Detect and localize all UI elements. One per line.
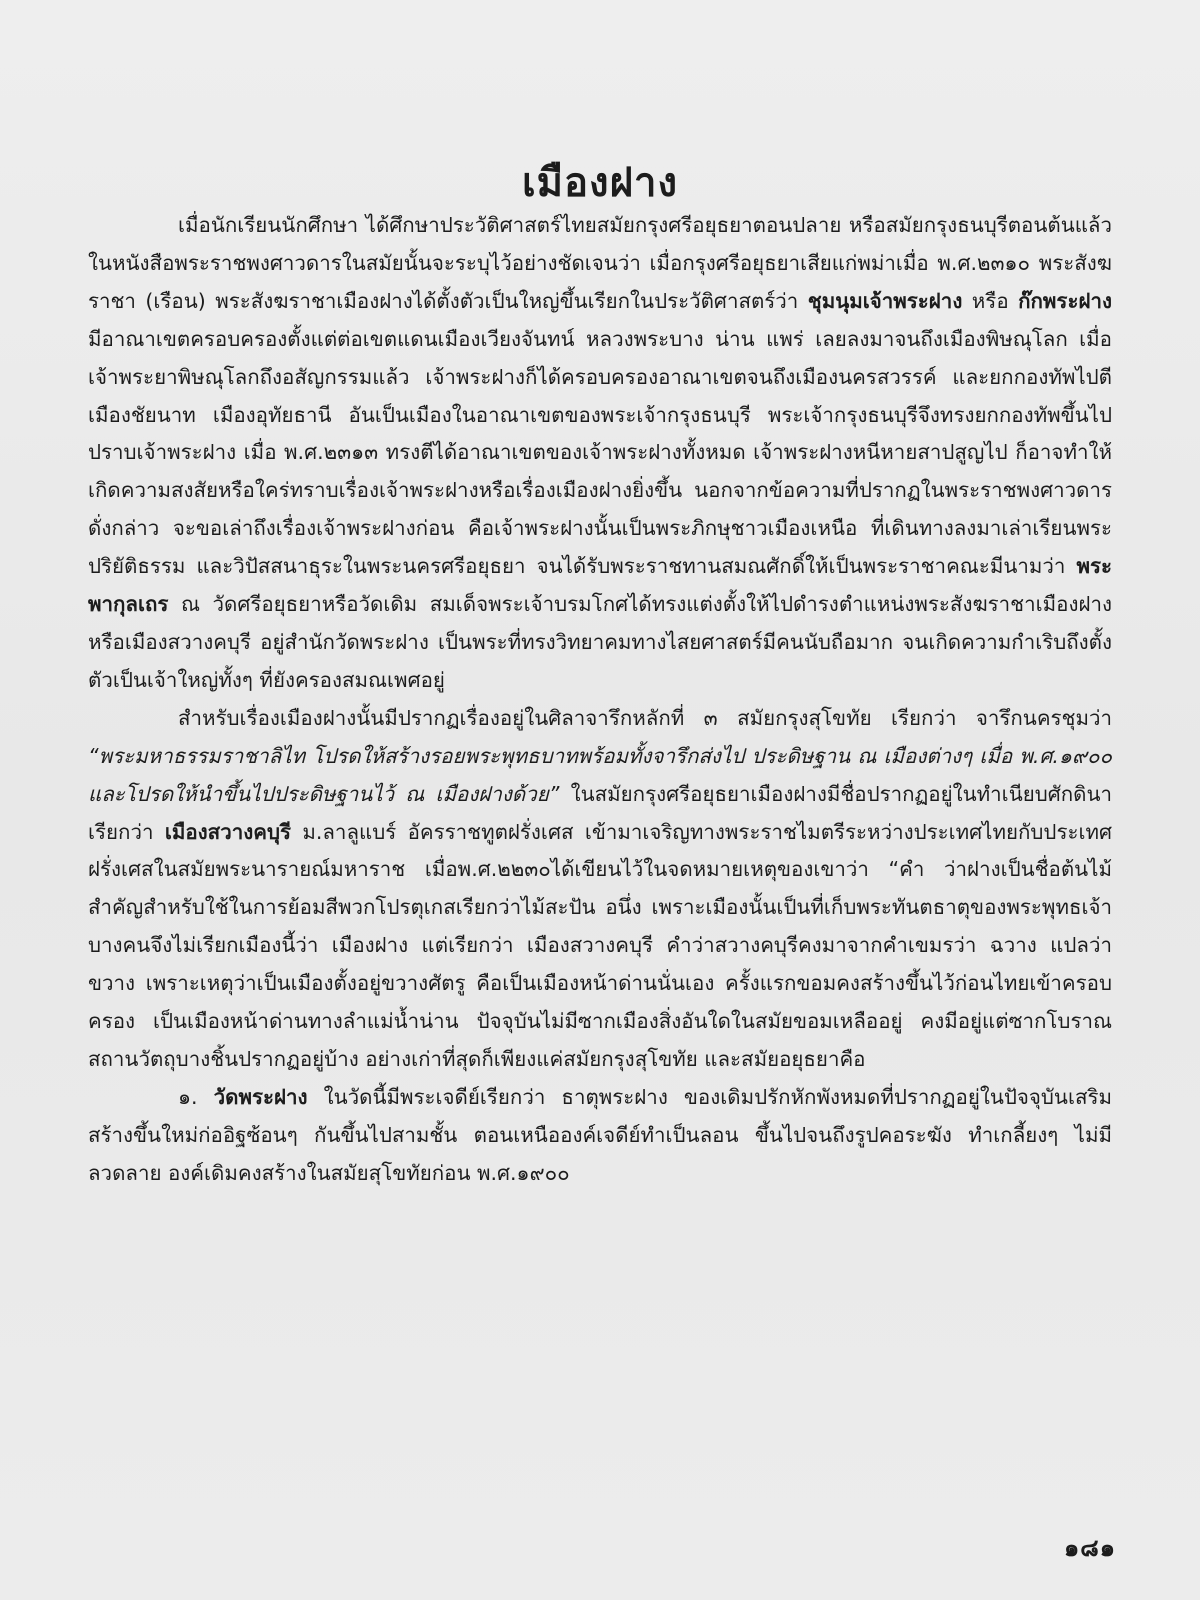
bold-term: เมืองสวางคบุรี xyxy=(164,819,291,844)
text-run: เมื่อนักเรียนนักศึกษา ได้ศึกษาประวัติศาสตร์ไทยสมัยกรุงศรีอยุธยาตอนปลาย หรือสมัยกรุงธนบุรีตอนต้นแล้ว ในหนังสือพระราชพงศาวดารในสมัยนั้นจะระบุไว้อย่างชัดเจนว่า เมื่อกรุงศรีอยุธยาเสียแก่พม่าเมื่อ พ.ศ.๒๓๑๐ พระสังฆราชา (เรือน) พระสังฆราชาเมืองฝางได้ตั้งตัวเป็นใหญ่ขึ้นเรียกในประวัติศาสตร์ว่า xyxy=(88,213,1112,313)
page-title: เมืองฝาง xyxy=(521,160,679,206)
text-run: ณ วัดศรีอยุธยาหรือวัดเดิม สมเด็จพระเจ้าบรมโกศได้ทรงแต่งตั้งให้ไปดำรงตำแหน่งพระสังฆราชาเมืองฝางหรือเมืองสวางคบุรี อยู่สำนักวัดพระฝาง เป็นพระที่ทรงวิทยาคมทางไสยศาสตร์มีคนนับถือมาก จนเกิดความกำเริบถึงตั้งตัวเป็นเจ้าใหญ่ทั้งๆ ที่ยังครองสมณเพศอยู่ xyxy=(88,592,1112,692)
paragraph xyxy=(88,207,1112,700)
paragraph xyxy=(88,700,1112,1079)
text-run: มีอาณาเขตครอบครองตั้งแต่ต่อเขตแดนเมืองเวียงจันทน์ หลวงพระบาง น่าน แพร่ เลยลงมาจนถึงเมืองพิษณุโลก เมื่อเจ้าพระยาพิษณุโลกถึงอสัญกรรมแล้ว เจ้าพระฝางก็ได้ครอบครองอาณาเขตจนถึงเมืองนครสวรรค์ และยกกองทัพไปตีเมืองชัยนาท เมืองอุทัยธานี อันเป็นเมืองในอาณาเขตของพระเจ้ากรุงธนบุรี พระเจ้ากรุงธนบุรีจึงทรงยกกองทัพขึ้นไปปราบเจ้าพระฝาง เมื่อ พ.ศ.๒๓๑๓ ทรงตีได้อาณาเขตของเจ้าพระฝางทั้งหมด เจ้าพระฝางหนีหายสาปสูญไป ก็อาจทำให้เกิดความสงสัยหรือใคร่ทราบเรื่องเจ้าพระฝางหรือเรื่องเมืองฝางยิ่งขึ้น นอกจากข้อความที่ปรากฏในพระราชพงศาวดารดั่งกล่าว จะขอเล่าถึงเรื่องเจ้าพระฝางก่อน คือเจ้าพระฝางนั้นเป็นพระภิกษุชาวเมืองเหนือ ที่เดินทางลงมาเล่าเรียนพระปริยัติธรรม และวิปัสสนาธุระในพระนครศรีอยุธยา จนได้รับพระราชทานสมณศักดิ์ให้เป็นพระราชาคณะมีนามว่า xyxy=(88,326,1112,579)
text-run: ในสมัยกรุงศรีอยุธยาเมืองฝางมีชื่อปรากฏอยู่ในทำเนียบศักดินาเรียกว่า xyxy=(88,781,1112,844)
bold-term: ชุมนุมเจ้าพระฝาง xyxy=(807,288,963,313)
text-run: หรือ xyxy=(962,288,1019,313)
bold-term: วัดพระฝาง xyxy=(213,1084,308,1109)
text-run: สำหรับเรื่องเมืองฝางนั้นมีปรากฏเรื่องอยู่ในศิลาจารึกหลักที่ ๓ สมัยกรุงสุโขทัย เรียกว่า จารึกนครชุมว่า xyxy=(178,705,1112,730)
bold-term: ก๊กพระฝาง xyxy=(1018,288,1112,313)
text-run: ม.ลาลูแบร์ อัครราชทูตฝรั่งเศส เข้ามาเจริญทางพระราชไมตรีระหว่างประเทศไทยกับประเทศฝรั่งเศสในสมัยพระนารายณ์มหาราช เมื่อพ.ศ.๒๒๓๐ได้เขียนไว้ในจดหมายเหตุของเขาว่า “คำ ว่าฝางเป็นชื่อต้นไม้สำคัญสำหรับใช้ในการย้อมสีพวกโปรตุเกสเรียกว่าไม้สะปัน อนึ่ง เพราะเมืองนั้นเป็นที่เก็บพระทันตธาตุของพระพุทธเจ้า บางคนจึงไม่เรียกเมืองนี้ว่า เมืองฝาง แต่เรียกว่า เมืองสวางคบุรี คำว่าสวางคบุรีคงมาจากคำเขมรว่า ฉวาง แปลว่าขวาง เพราะเหตุว่าเป็นเมืองตั้งอยู่ขวางศัตรู คือเป็นเมืองหน้าด่านนั่นเอง ครั้งแรกขอมคงสร้างขึ้นไว้ก่อนไทยเข้าครอบครอง เป็นเมืองหน้าด่านทางลำแม่น้ำน่าน ปัจจุบันไม่มีซากเมืองสิ่งอันใดในสมัยขอมเหลืออยู่ คงมีอยู่แต่ซากโบราณสถานวัตถุบางชิ้นปรากฏอยู่บ้าง อย่างเก่าที่สุดก็เพียงแค่สมัยกรุงสุโขทัย และสมัยอยุธยาคือ xyxy=(88,819,1113,1071)
quoted-inscription: “พระมหาธรรมราชาลิไท โปรดให้สร้างรอยพระพุทธบาทพร้อมทั้งจารึกส่งไป ประดิษฐาน ณ เมืองต่างๆ เมื่อ พ.ศ.๑๙๐๐ และโปรดให้นำขึ้นไปประดิษฐานไว้ ณ เมืองฝางด้วย” xyxy=(88,743,1112,806)
bold-term: พระพากุลเถร xyxy=(88,554,1112,617)
text-run: ในวัดนี้มีพระเจดีย์เรียกว่า ธาตุพระฝาง ของเดิมปรักหักพังหมดที่ปรากฏอยู่ในปัจจุบันเสริมสร้างขึ้นใหม่ก่ออิฐซ้อนๆ กันขึ้นไปสามชั้น ตอนเหนือองค์เจดีย์ทำเป็นลอน ขึ้นไปจนถึงรูปคอระฆัง ทำเกลี้ยงๆ ไม่มีลวดลาย องค์เดิมคงสร้างในสมัยสุโขทัยก่อน พ.ศ.๑๙๐๐ xyxy=(88,1084,1112,1185)
paragraph xyxy=(88,1079,1112,1193)
text-run: ๑. xyxy=(178,1084,214,1109)
body-text xyxy=(88,207,1112,1193)
page-number: ๑๘๑ xyxy=(1064,1534,1116,1562)
